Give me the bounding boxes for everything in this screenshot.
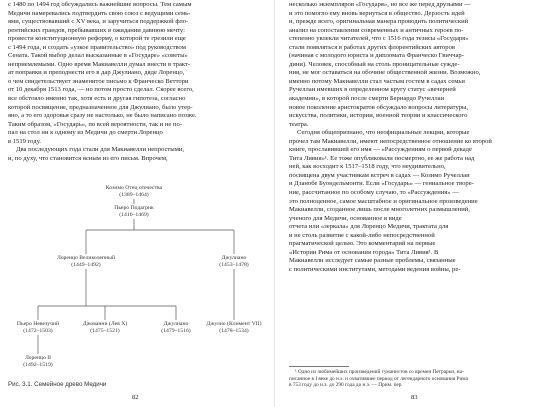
footnote-rule bbox=[289, 366, 349, 367]
tree-node-giuliano-younger-name: Джулиано bbox=[163, 321, 189, 327]
text-line: анализ на сопоставлении современных и античных героев по- bbox=[289, 26, 464, 34]
text-line: академии», в которой после смерти Бернардо Ручеллаи bbox=[289, 95, 445, 103]
page-number-left: 82 bbox=[132, 394, 139, 401]
text-line: Таким образом, «Государь», по всей вероятности, так и не по- bbox=[8, 120, 183, 128]
text-line: отчета или «зеркала» для Лоренцо Медичи, трактата для bbox=[289, 223, 449, 231]
text-line: степенно увлекли читателей, что с 1516 года тезисы «Государя» bbox=[289, 35, 469, 43]
text-line: и, прежде всего, оригинальная манера проводить политический bbox=[289, 18, 469, 26]
text-line: театра. bbox=[289, 120, 309, 128]
text-line: и Дзанобе Буондельмонти. Если «Государь» — гениальное творе- bbox=[289, 180, 474, 188]
tree-node-giulio-clement-vii-years: (1478–1534) bbox=[219, 327, 249, 334]
text-line: о чем свидетельствует знаменитое письмо к Франческо Веттори bbox=[8, 77, 189, 85]
text-line: прагматической целью. Это комментарий на первые bbox=[289, 240, 436, 248]
tree-node-lorenzo-magnificent-name: Лоренцо Великолепный bbox=[56, 255, 116, 261]
footnote bbox=[289, 369, 543, 389]
text-line: все обстояло именно так, хотя есть и другая гипотеза, согласно bbox=[8, 95, 186, 103]
text-line: несколько экземпляров «Государя», но все же перед друзьями — bbox=[289, 1, 471, 8]
footnote-line: писанное в I веке до н.э. и охватившее период от легендарного основания Рима bbox=[289, 375, 468, 382]
text-line: неприемлемыми. Одно время Макиавелли думал внести в тракт- bbox=[8, 60, 191, 68]
text-line: книге, прославившей его имя — «Рассуждениям о первой декаде bbox=[289, 146, 472, 154]
text-line: стали появляться в работах других флорентийских авторов bbox=[289, 43, 456, 51]
text-line: ученого для Медичи, основанное в виде bbox=[289, 214, 402, 222]
text-line: Тита Ливия»¹. Ее тоже опубликовали посмертно, ее же работа над bbox=[289, 154, 475, 162]
footnote-line: ¹ Одно из любимейших произведений гуманистов со времен Петрарки, на- bbox=[295, 369, 464, 375]
footnote-line: в 753 году до н.э. до 290 года до н.э. — Прим. пер. bbox=[289, 382, 403, 389]
text-line: дини). Человек, способный на столь проницательные сужде- bbox=[289, 60, 460, 68]
text-line: и, по духу, что становится ясным из его письм. Впрочем, bbox=[8, 154, 168, 162]
tree-node-lorenzo-magnificent-years: (1449–1492) bbox=[71, 261, 101, 268]
text-line: пал на стол ни к одному из Медичи до смерти Лоренцо bbox=[8, 129, 163, 137]
text-line: это полноценное, самое масштабное и оригинальное произведение bbox=[289, 197, 478, 205]
figure-caption: Рис. 3.1. Семейное древо Медичи bbox=[8, 381, 107, 388]
text-line: ния, не мог оставаться на обочине общественной жизни. Возможно, bbox=[289, 69, 481, 77]
text-line: которой посвящение, предназначенное для Джулиано, было утер- bbox=[8, 103, 193, 111]
tree-node-giulio-clement-vii-name: Джулио (Климент VII) bbox=[206, 321, 262, 327]
text-line: ние, рассчитанное по особому случаю, то «Рассуждения» — bbox=[289, 189, 459, 197]
text-line: ней, как восходит к 1517–1518 году, что неудивительно, bbox=[289, 163, 446, 171]
text-line: и не столь развитие с какой-либо непосредственной bbox=[289, 231, 435, 239]
text-line: Медичи намеревались подтвердить свою союз с ведущими семь- bbox=[8, 9, 191, 17]
text-line: провести конституционную реформу, о которой те грезили еще bbox=[8, 35, 186, 43]
text-line: Два последующих года стали для Макиавелли непростыми, bbox=[16, 146, 185, 154]
text-line: искусства, политики, истории, военной теории и классического bbox=[289, 112, 468, 120]
text-line: Ручеллаи имевших в определенном кругу статус «вечерней bbox=[289, 86, 456, 94]
tree-node-piero-gouty-years: (1416–1469) bbox=[119, 211, 149, 218]
tree-node-giovanni-leo-x-years: (1475–1521) bbox=[90, 327, 120, 334]
tree-node-lorenzo-ii-years: (1492–1519) bbox=[23, 361, 53, 368]
page-number-right: 83 bbox=[411, 394, 418, 401]
text-line: с 1480 по 1494 год обсуждались важнейшие вопросы. Тем самым bbox=[8, 1, 192, 8]
tree-node-giovanni-leo-x bbox=[83, 321, 128, 334]
text-line: с политическими институтами, методами ведения войны, ре- bbox=[289, 265, 461, 273]
text-line: яно, а то его здоровья сразу не настолько, не было написано позже. bbox=[8, 112, 197, 120]
tree-node-piero-gouty-name: Пьеро Подагрик bbox=[114, 205, 154, 211]
text-line: с 1494 года, и создать «узкое правительство» под руководством bbox=[8, 43, 186, 51]
right-page-body bbox=[289, 1, 543, 275]
tree-node-cosimo-name: Козимо Отец отечества bbox=[105, 185, 163, 191]
text-line: рентийских грандов, пребывавших в ожидании давнюю мечту: bbox=[8, 26, 185, 34]
text-line: посвящена двум участникам встреч в садах — Козимо Ручеллаи bbox=[289, 171, 470, 179]
text-line: «Истории Рима от основания города» Тита Ливия¹. В bbox=[289, 248, 439, 256]
tree-node-piero-unfortunate bbox=[17, 321, 59, 334]
tree-node-giuliano-younger-years: (1479–1516) bbox=[161, 327, 191, 334]
text-line: и это помогло ему вновь вернуться в общество. Дерзость идей bbox=[289, 9, 465, 17]
text-line: от 10 декабря 1513 года, — но потом просто сделал. Скорее всего, bbox=[8, 86, 194, 94]
text-line: новое поколение аристократов обсуждало вопросы литературы, bbox=[289, 103, 469, 111]
tree-node-cosimo-years: (1389–1464) bbox=[119, 191, 149, 198]
tree-node-piero-gouty bbox=[114, 205, 154, 218]
text-line: Макиавелли исследует самые разные проблемы, связанные bbox=[289, 257, 456, 265]
tree-node-lorenzo-ii-name: Лоренцо II bbox=[24, 355, 52, 361]
left-page-body bbox=[8, 1, 266, 163]
tree-node-giulio-clement-vii bbox=[207, 321, 262, 334]
text-line: Сегодня общепризнано, что неофициальные лекции, которые bbox=[297, 129, 470, 137]
tree-node-cosimo bbox=[106, 185, 162, 198]
text-line: Макиавелли, созданное лишь после многолетних размышлений, bbox=[289, 206, 470, 214]
text-line: Сената. Такой выбор делал высказанные в «Государе» «советы» bbox=[8, 52, 188, 60]
tree-node-giuliano-younger bbox=[161, 321, 190, 334]
tree-node-giuliano-elder bbox=[219, 255, 248, 268]
right-page bbox=[275, 0, 550, 407]
tree-node-giuliano-elder-name: Джулиано bbox=[221, 255, 247, 261]
tree-node-giuliano-elder-years: (1453–1478) bbox=[219, 261, 249, 268]
tree-node-lorenzo-ii bbox=[23, 355, 52, 368]
tree-node-lorenzo-magnificent bbox=[57, 255, 115, 268]
tree-node-giovanni-leo-x-name: Джованни (Лев X) bbox=[82, 321, 128, 327]
text-line: ат поправки и преподнести его в дар Джулиано, дяде Лоренцо, bbox=[8, 69, 185, 77]
text-line: (начиная с молодого юриста и дипломата Франческо Гвиччар- bbox=[289, 52, 464, 60]
text-line: именно потому Макиавелли стал частым гостем в садах семьи bbox=[289, 77, 465, 85]
tree-node-piero-unfortunate-years: (1472–1503) bbox=[23, 327, 53, 334]
tree-node-piero-unfortunate-name: Пьеро Невезучий bbox=[16, 321, 60, 327]
medici-family-tree bbox=[8, 184, 266, 380]
text-line: ями, существовавший с XV века, и заручиться поддержкой фло- bbox=[8, 18, 189, 26]
text-line: прочел там Макиавелли, имеют непосредственное отношение ко второй bbox=[289, 137, 492, 145]
text-line: в 1519 году. bbox=[8, 137, 41, 145]
